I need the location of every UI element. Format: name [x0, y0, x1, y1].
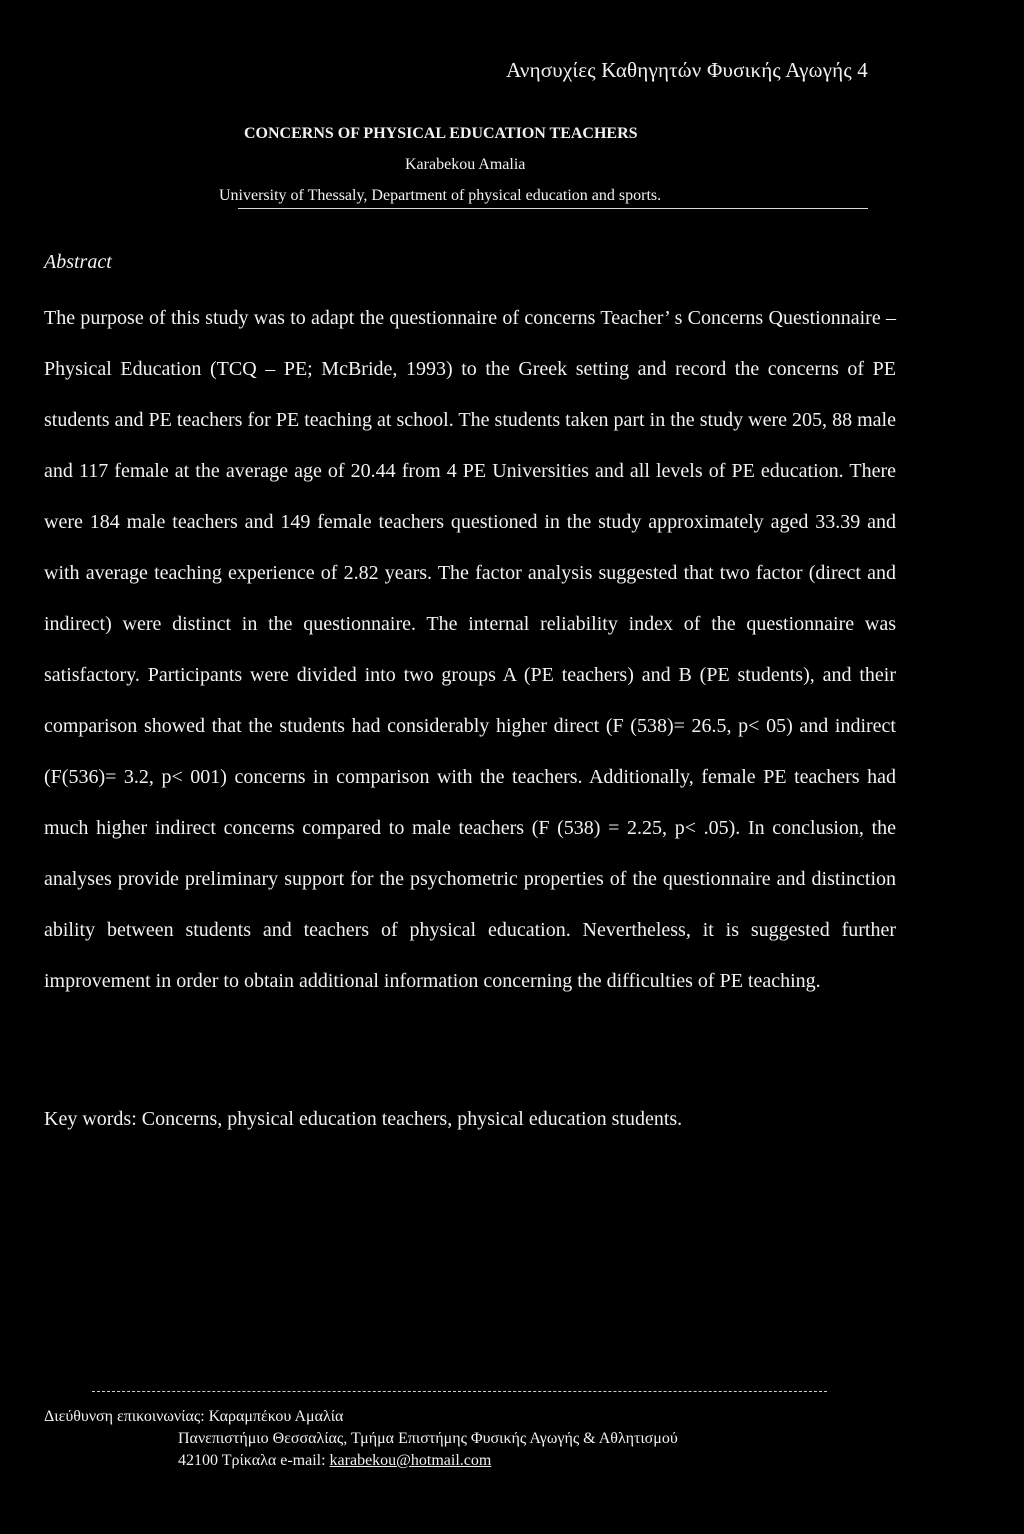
abstract-heading: Abstract	[44, 251, 112, 273]
title-divider	[238, 208, 868, 209]
author-affiliation: University of Thessaly, Department of physical education and sports.	[219, 187, 662, 204]
footnote-institution-line: Πανεπιστήμιο Θεσσαλίας, Τμήμα Επιστήμης Φυσικής Αγωγής & Αθλητισμού	[178, 1430, 678, 1447]
footnote-address-line	[178, 1452, 491, 1470]
keywords: Key words: Concerns, physical education teachers, physical education students.	[44, 1108, 683, 1130]
running-header: Ανησυχίες Καθηγητών Φυσικής Αγωγής 4	[506, 58, 868, 82]
footnote-address-text: 42100 Τρίκαλα e-mail:	[178, 1452, 330, 1469]
abstract-body: The purpose of this study was to adapt the questionnaire of concerns Teacher’ s Concerns Questionnaire – Physical Education (TCQ – PE; McBride, 1993) to the Greek setting and record the concerns of PE students and PE teachers for PE teaching at school. The students taken part in the study were 205, 88 male and 117 female at the average age of 20.44 from 4 PE Universities and all levels of PE education. There were 184 male teachers and 149 female teachers questioned in the study approximately aged 33.39 and with average teaching experience of 2.82 years. The factor analysis suggested that two factor (direct and indirect) were distinct in the questionnaire. The internal reliability index of the questionnaire was satisfactory. Participants were divided into two groups A (PE teachers) and B (PE students), and their comparison showed that the students had considerably higher direct (F (538)= 26.5, p< 05) and indirect (F(536)= 3.2, p< 001) concerns in comparison with the teachers. Additionally, female PE teachers had much higher indirect concerns compared to male teachers (F (538) = 2.25, p< .05). In conclusion, the analyses provide preliminary support for the psychometric properties of the questionnaire and distinction ability between students and teachers of physical education. Nevertheless, it is suggested further improvement in order to obtain additional information concerning the difficulties of PE teaching.	[44, 307, 896, 992]
author-name: Karabekou Amalia	[405, 156, 526, 173]
footnote-contact-line: Διεύθυνση επικοινωνίας: Καραμπέκου Αμαλία	[44, 1408, 344, 1425]
footnote-divider	[92, 1391, 827, 1392]
email-link[interactable]: karabekou@hotmail.com	[329, 1452, 492, 1469]
paper-title: CONCERNS OF PHYSICAL EDUCATION TEACHERS	[244, 125, 638, 142]
